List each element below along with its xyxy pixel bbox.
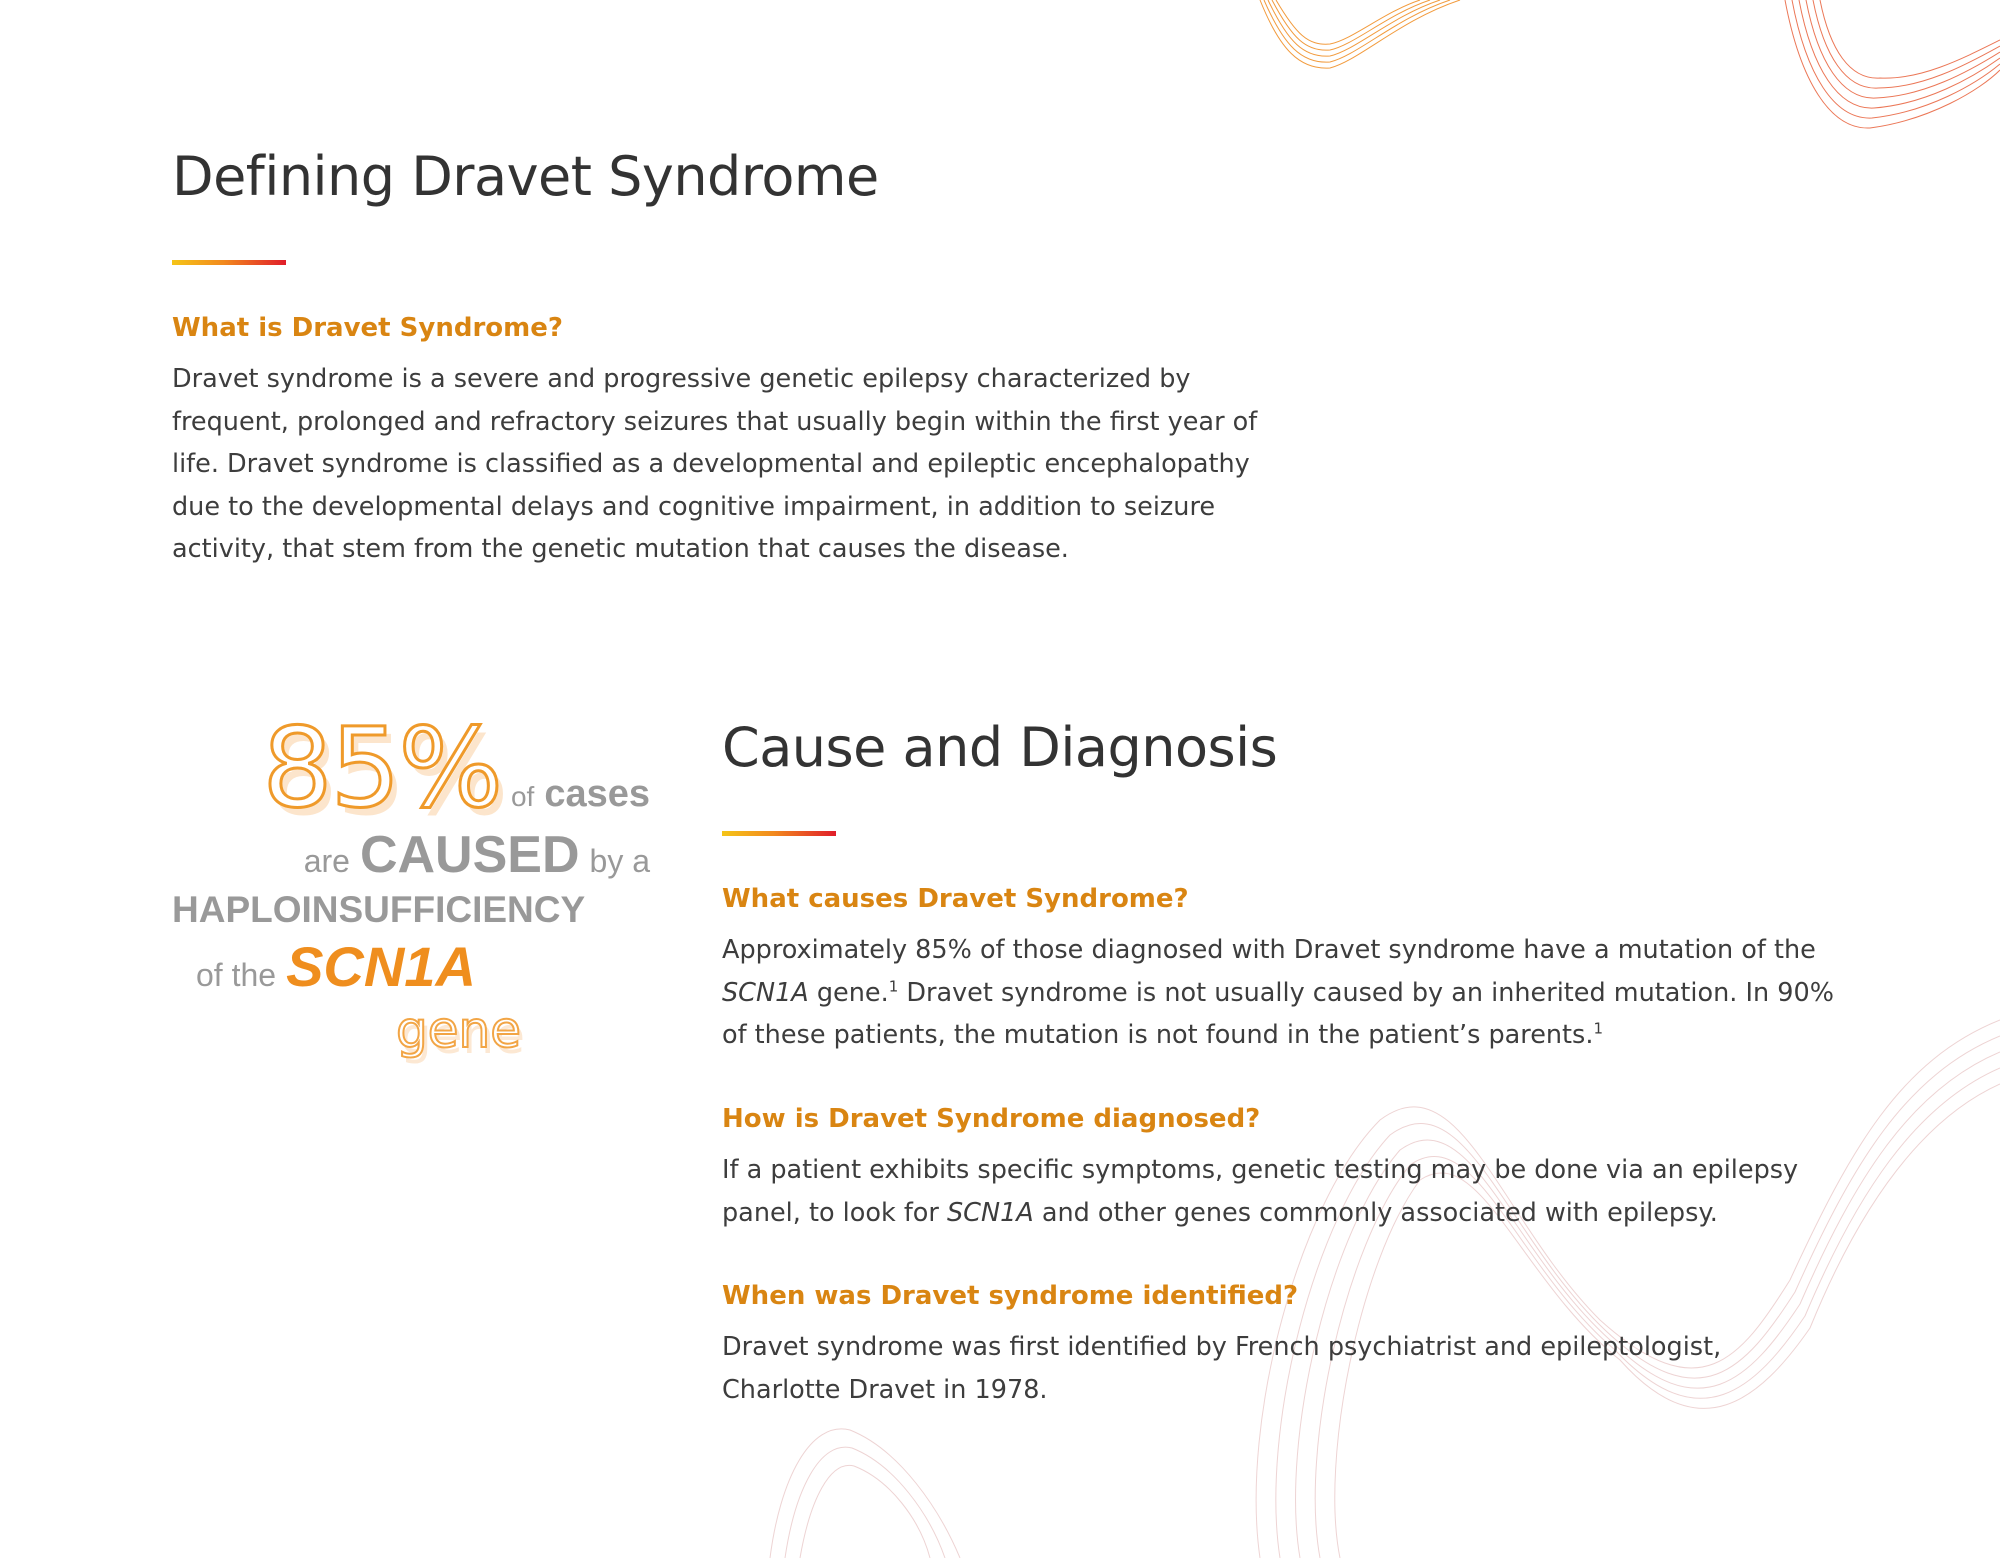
answer-what-causes	[722, 929, 1842, 1057]
section-title-defining: Defining Dravet Syndrome	[172, 145, 879, 208]
decorative-wave-top	[1240, 0, 2000, 140]
question-what-is: What is Dravet Syndrome?	[172, 313, 563, 343]
infographic-85-percent	[150, 704, 650, 1060]
reference-marker[interactable]: 1	[1593, 1019, 1603, 1038]
infographic-row-3	[150, 886, 650, 934]
infographic-cases: cases	[544, 773, 650, 815]
infographic-gene: gene	[396, 1001, 521, 1059]
answer-text: and other genes commonly associated with epilepsy.	[1033, 1197, 1718, 1228]
infographic-row-1	[150, 704, 650, 832]
reference-marker[interactable]: 1	[888, 977, 899, 995]
decorative-wave-bottom	[740, 1000, 2000, 1558]
answer-text: gene.	[808, 977, 889, 1008]
gene-name: SCN1A	[947, 1197, 1034, 1228]
question-identified: When was Dravet syndrome identified?	[722, 1281, 1299, 1311]
infographic-of: of	[510, 781, 535, 812]
question-what-causes: What causes Dravet Syndrome?	[722, 884, 1189, 914]
title-underline	[722, 831, 836, 836]
answer-what-is: Dravet syndrome is a severe and progressive genetic epilepsy characterized by frequent, prolonged and refractory seizures that usually begin within the first year of life. Dravet syndrome is classified as a developmental and epileptic encephalopathy due to the developmental delays and cognitive impairment, in addition to seizure activity, that stem from the genetic mutation that causes the disease.	[172, 364, 1258, 564]
infographic-caused: CAUSED	[359, 826, 580, 884]
answer-diagnosed	[722, 1149, 1842, 1234]
infographic-are: are	[303, 843, 350, 879]
answer-identified: Dravet syndrome was first identified by French psychiatrist and epileptologist, Charlotte Dravet in 1978.	[722, 1332, 1722, 1405]
infographic-scn1a: SCN1A	[286, 935, 476, 998]
infographic-row-5	[150, 1000, 650, 1060]
infographic-row-4	[150, 934, 650, 1000]
question-diagnosed: How is Dravet Syndrome diagnosed?	[722, 1104, 1261, 1134]
gene-name: SCN1A	[722, 977, 809, 1008]
answer-text: Dravet syndrome is not usually caused by an inherited mutation. In 90% of these patients, the mutation is not found in the patient’s parents.	[722, 977, 1834, 1050]
title-underline	[172, 260, 286, 265]
infographic-of-the: of the	[196, 957, 277, 993]
infographic-haploinsufficiency: HAPLOINSUFFICIENCY	[172, 889, 586, 930]
answer-text: Approximately 85% of those diagnosed with Dravet syndrome have a mutation of the	[722, 935, 1816, 965]
infographic-by-a: by a	[589, 843, 650, 879]
answer-text: If a patient exhibits specific symptoms, genetic testing may be done via an epilepsy panel, to look for	[722, 1155, 1799, 1228]
section-title-cause: Cause and Diagnosis	[722, 716, 1278, 779]
infographic-percent: 85%	[262, 704, 501, 832]
infographic-row-2	[150, 824, 650, 886]
